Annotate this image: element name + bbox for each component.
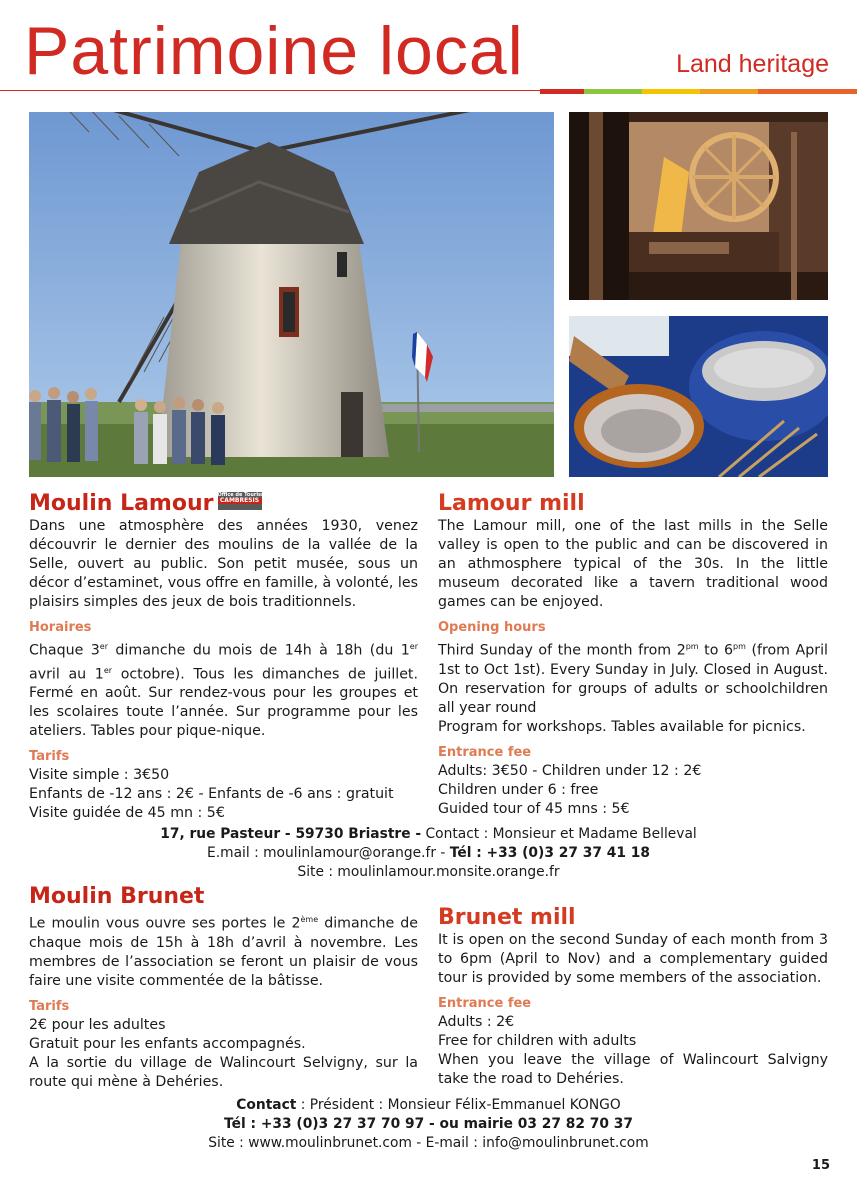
brunet-contact — [29, 1096, 828, 1153]
horaires-heading: Horaires — [29, 620, 92, 635]
fee-line: Children under 6 : free — [438, 781, 599, 798]
brunet-entrance-fee-heading: Entrance fee — [438, 996, 532, 1011]
tarif-line: Visite guidée de 45 mn : 5€ — [29, 805, 225, 822]
logo-line1: Office de Tourisme — [217, 492, 270, 498]
intro-part: Le moulin vous ouvre ses portes le 2 — [29, 915, 301, 932]
hours-part: Third Sunday of the month from 2 — [438, 642, 686, 659]
fee-line: Adults : 2€ — [438, 1014, 515, 1030]
superscript: pm — [685, 642, 699, 651]
tarifs-heading: Tarifs — [29, 749, 70, 765]
brunet-directions-en: When you leave the village of Walincourt Salvigny take the road to Dehéries. — [438, 1052, 828, 1087]
lamour-contact — [29, 825, 828, 882]
brunet-directions: A la sortie du village de Walincourt Selvigny, sur la route qui mène à Dehéries. — [29, 1054, 418, 1090]
horaires-part: Chaque 3 — [29, 642, 100, 659]
brunet-phone[interactable]: Tél : +33 (0)3 27 37 70 97 - ou mairie 03 27 82 70 37 — [224, 1116, 633, 1132]
lamour-address: 17, rue Pasteur - 59730 Briastre - — [160, 826, 422, 842]
moulin-lamour-title-text: Moulin Lamour — [29, 491, 214, 516]
lamour-contact-person: Contact : Monsieur et Madame Belleval — [421, 826, 697, 842]
superscript: pm — [733, 642, 746, 651]
brunet-president-line — [29, 1096, 828, 1115]
opening-hours-text — [438, 637, 828, 718]
tarif-line: Enfants de -12 ans : 2€ - Enfants de -6 ans : gratuit — [29, 786, 394, 803]
logo-line2: CAMBRESIS — [218, 498, 262, 504]
lamour-mill-title: Lamour mill — [438, 491, 585, 516]
horaires-text — [29, 637, 418, 741]
horaires-part: dimanche du mois de 14h à 18h (du 1 — [108, 642, 410, 659]
opening-hours-extra: Program for workshops. Tables available for picnics. — [438, 718, 806, 735]
lamour-mill-en — [438, 491, 828, 819]
page-title: Patrimoine local — [24, 13, 524, 89]
superscript: er — [103, 665, 113, 675]
moulin-lamour-fr — [29, 491, 418, 823]
color-bar-red — [540, 89, 584, 94]
moulin-brunet-fr — [29, 884, 418, 1092]
fee-line: Free for children with adults — [438, 1033, 637, 1049]
brunet-site-line[interactable]: Site : www.moulinbrunet.com - E-mail : info@moulinbrunet.com — [208, 1135, 649, 1151]
horaires-part: avril au 1 — [29, 666, 104, 683]
lamour-email[interactable]: E.mail : moulinlamour@orange.fr - — [207, 845, 450, 861]
color-bar-darkorange — [758, 89, 857, 94]
lamour-email-line — [29, 844, 828, 863]
moulin-lamour-intro: Dans une atmosphère des années 1930, venez découvrir le dernier des moulins de la vallée de la Selle, ouvert au public. Son petit musée, sous un décor d’estaminet, vous offre en famille, à volonté, les plaisirs simples des jeux de bois traditionnels. — [29, 518, 418, 610]
page-subtitle: Land heritage — [676, 50, 829, 78]
mill-interior-photo — [569, 112, 828, 300]
tourism-office-logo — [217, 492, 270, 510]
horaires-part: octobre). Tous les dimanches de juillet. Fermé en août. Sur rendez-vous pour les groupes et les scolaires toute l’année. Sur programme pour les ateliers. Tables pour pique-nique. — [29, 666, 419, 740]
lamour-mill-intro: The Lamour mill, one of the last mills in the Selle valley is open to the public and can be discovered in an athmosphere typical of the 30s. In the little museum decorated like a tavern traditional wood games can be enjoyed. — [438, 518, 828, 610]
page-number: 15 — [811, 1158, 830, 1173]
color-bar-yellow — [642, 89, 700, 94]
color-bar-green — [584, 89, 642, 94]
brunet-phone-line — [29, 1115, 828, 1134]
superscript: er — [409, 642, 418, 651]
hours-part: (from April 1st to Oct 1st). Every Sunday in July. Closed in August. On reservation for groups of adults or schoolchildren all year round — [438, 642, 828, 716]
tarif-line: Visite simple : 3€50 — [29, 767, 170, 784]
moulin-brunet-title: Moulin Brunet — [29, 884, 205, 909]
fee-line: Guided tour of 45 mns : 5€ — [438, 800, 630, 817]
fee-line: Adults: 3€50 - Children under 12 : 2€ — [438, 762, 702, 779]
lamour-address-line — [29, 825, 828, 844]
superscript: er — [99, 642, 108, 651]
intro-part: dimanche de chaque mois de 15h à 18h d’avril à novembre. Les membres de l’association se feront un plaisir de vous faire une visite commentée de la bâtisse. — [29, 915, 418, 989]
contact-label: Contact — [236, 1097, 297, 1113]
superscript: ème — [300, 915, 319, 924]
brunet-mill-intro: It is open on the second Sunday of each month from 3 to 6pm (April to Nov) and a complementary guided tour is provided by some members of the association. — [438, 932, 828, 986]
opening-hours-heading: Opening hours — [438, 620, 546, 635]
flour-photo — [569, 316, 828, 477]
brunet-mill-title: Brunet mill — [438, 905, 576, 930]
lamour-phone[interactable]: Tél : +33 (0)3 27 37 41 18 — [449, 845, 650, 861]
moulin-brunet-intro — [29, 910, 418, 991]
tarif-line: Gratuit pour les enfants accompagnés. — [29, 1035, 306, 1052]
brunet-president: : Président : Monsieur Félix-Emmanuel KONGO — [296, 1097, 621, 1113]
windmill-photo — [29, 112, 554, 477]
lamour-site[interactable]: Site : moulinlamour.monsite.orange.fr — [297, 864, 560, 880]
entrance-fee-heading: Entrance fee — [438, 744, 532, 760]
tarif-line: 2€ pour les adultes — [29, 1016, 166, 1033]
moulin-lamour-title — [29, 491, 418, 517]
brunet-mill-en — [438, 905, 828, 1089]
brunet-tarifs-heading: Tarifs — [29, 998, 70, 1014]
hours-part: to 6 — [698, 642, 733, 659]
color-bar-orange — [700, 89, 758, 94]
